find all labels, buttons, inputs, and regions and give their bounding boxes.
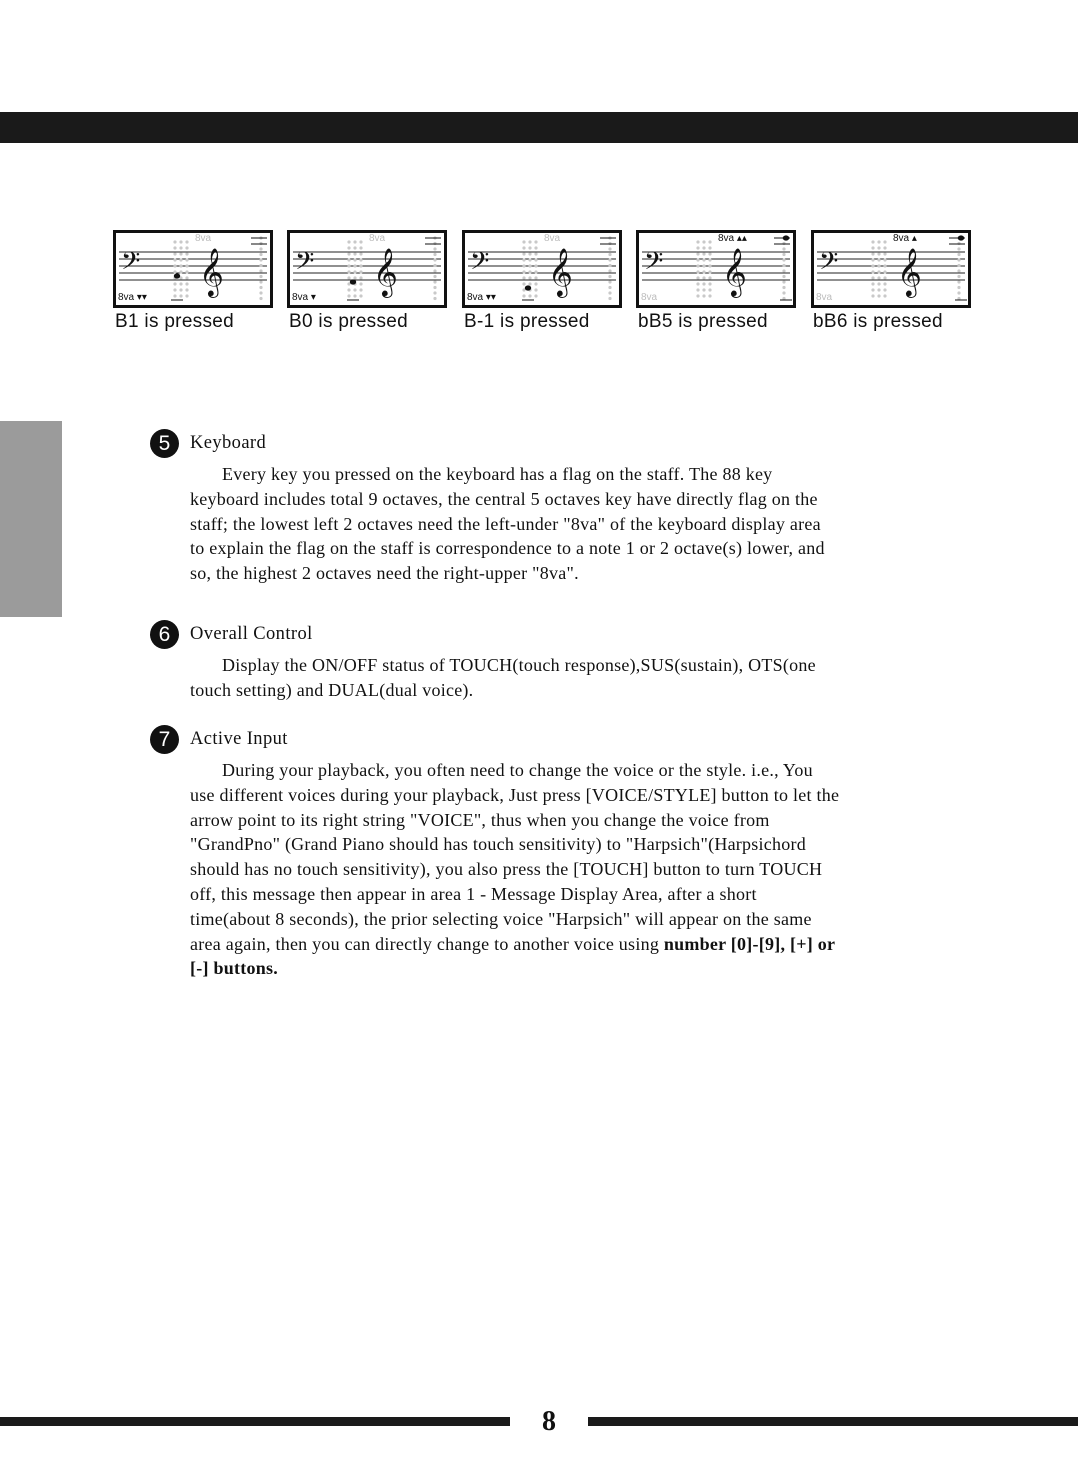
inactive-segment <box>185 258 188 261</box>
section-overall-control <box>150 619 840 703</box>
inactive-segment <box>347 270 350 273</box>
inactive-segment <box>534 276 537 279</box>
staff-display-svg <box>636 230 796 308</box>
octave-upper-indicator: 8va <box>369 233 386 244</box>
section-body: Display the ON/OFF status of TOUCH(touch response),SUS(sustain), OTS(one touch setting) and DUAL(dual voice). <box>190 655 816 700</box>
inactive-segment <box>702 258 705 261</box>
section-number-badge: 5 <box>150 429 179 458</box>
inactive-segment <box>608 253 611 256</box>
inactive-segment <box>173 258 176 261</box>
pressed-note <box>174 273 180 278</box>
inactive-segment <box>528 270 531 273</box>
octave-upper-indicator: 8va ▴ <box>893 233 917 244</box>
inactive-segment <box>173 240 176 243</box>
inactive-segment <box>708 294 711 297</box>
inactive-segment <box>185 270 188 273</box>
section-active-input <box>150 724 840 981</box>
inactive-segment <box>782 253 785 256</box>
inactive-segment <box>708 288 711 291</box>
inactive-segment <box>608 297 611 300</box>
pressed-note <box>783 235 789 240</box>
inactive-segment <box>353 264 356 267</box>
bass-clef-icon: 𝄢 <box>295 247 315 282</box>
inactive-segment <box>347 258 350 261</box>
inactive-segment <box>782 275 785 278</box>
inactive-segment <box>696 264 699 267</box>
inactive-segment <box>877 258 880 261</box>
staff-display-svg <box>462 230 622 308</box>
inactive-segment <box>708 258 711 261</box>
staff-panel-bb5 <box>636 230 796 308</box>
inactive-segment <box>522 294 525 297</box>
inactive-segment <box>259 280 262 283</box>
inactive-segment <box>957 247 960 250</box>
inactive-segment <box>353 258 356 261</box>
inactive-segment <box>179 240 182 243</box>
inactive-segment <box>185 282 188 285</box>
inactive-segment <box>185 276 188 279</box>
inactive-segment <box>347 276 350 279</box>
inactive-segment <box>702 294 705 297</box>
bass-clef-icon: 𝄢 <box>644 247 664 282</box>
inactive-segment <box>522 270 525 273</box>
inactive-segment <box>957 291 960 294</box>
inactive-segment <box>173 264 176 267</box>
inactive-segment <box>433 264 436 267</box>
inactive-segment <box>433 253 436 256</box>
octave-upper-indicator: 8va <box>195 233 212 244</box>
inactive-segment <box>359 264 362 267</box>
inactive-segment <box>528 294 531 297</box>
inactive-segment <box>702 246 705 249</box>
inactive-segment <box>259 286 262 289</box>
inactive-segment <box>433 269 436 272</box>
inactive-segment <box>871 240 874 243</box>
inactive-segment <box>173 252 176 255</box>
inactive-segment <box>528 258 531 261</box>
pressed-note <box>958 235 964 240</box>
inactive-segment <box>957 258 960 261</box>
panel-caption: B1 is pressed <box>115 311 235 332</box>
section-body-text: During your playback, you often need to change the voice or the style. i.e., You use different voices during your playback, Just press [VOICE/STYLE] button to let the arrow point to its right string "VOICE", thus when you change the voice from "GrandPno" (Grand Piano should has touch sensitivity) to "Harpsich"(Harpsichord should has no touch sensitivity), you also press the [TOUCH] button to turn TOUCH off, this message then appear in area 1 - Message Display Area, after a short time(about 8 seconds), the prior selecting voice "Harpsich" will appear on the same area again, then you can directly change to another voice using <box>190 760 840 954</box>
panel-caption: B0 is pressed <box>289 311 409 332</box>
inactive-segment <box>608 258 611 261</box>
inactive-segment <box>871 264 874 267</box>
inactive-segment <box>883 258 886 261</box>
inactive-segment <box>359 246 362 249</box>
inactive-segment <box>534 240 537 243</box>
inactive-segment <box>534 270 537 273</box>
treble-clef-icon: 𝄞 <box>722 247 747 296</box>
header-bar <box>0 112 1078 143</box>
inactive-segment <box>433 286 436 289</box>
inactive-segment <box>608 247 611 250</box>
treble-clef-icon: 𝄞 <box>548 247 573 296</box>
inactive-segment <box>871 282 874 285</box>
inactive-segment <box>782 269 785 272</box>
inactive-segment <box>179 252 182 255</box>
inactive-segment <box>871 288 874 291</box>
inactive-segment <box>433 275 436 278</box>
inactive-segment <box>883 240 886 243</box>
inactive-segment <box>173 288 176 291</box>
inactive-segment <box>782 258 785 261</box>
pressed-note <box>350 279 356 284</box>
inactive-segment <box>883 294 886 297</box>
inactive-segment <box>708 276 711 279</box>
inactive-segment <box>528 252 531 255</box>
inactive-segment <box>433 291 436 294</box>
inactive-segment <box>347 288 350 291</box>
inactive-segment <box>179 264 182 267</box>
inactive-segment <box>353 276 356 279</box>
section-body-bold: number [0]-[9], [+] or [-] buttons. <box>190 933 835 979</box>
inactive-segment <box>782 291 785 294</box>
inactive-segment <box>534 246 537 249</box>
inactive-segment <box>528 264 531 267</box>
staff-display-svg <box>811 230 971 308</box>
inactive-segment <box>522 240 525 243</box>
inactive-segment <box>957 264 960 267</box>
octave-upper-indicator: 8va ▴▴ <box>718 233 747 244</box>
inactive-segment <box>534 252 537 255</box>
inactive-segment <box>173 282 176 285</box>
inactive-segment <box>782 247 785 250</box>
inactive-segment <box>528 246 531 249</box>
inactive-segment <box>871 246 874 249</box>
inactive-segment <box>185 252 188 255</box>
inactive-segment <box>179 294 182 297</box>
inactive-segment <box>179 270 182 273</box>
inactive-segment <box>696 294 699 297</box>
inactive-segment <box>185 288 188 291</box>
staff-panel-bb6 <box>811 230 971 308</box>
inactive-segment <box>883 246 886 249</box>
section-body <box>190 758 840 981</box>
inactive-segment <box>534 264 537 267</box>
inactive-segment <box>359 276 362 279</box>
inactive-segment <box>522 276 525 279</box>
section-keyboard <box>150 428 840 586</box>
inactive-segment <box>608 275 611 278</box>
octave-lower-indicator: 8va ▾ <box>292 292 316 303</box>
inactive-segment <box>608 286 611 289</box>
inactive-segment <box>782 286 785 289</box>
inactive-segment <box>534 282 537 285</box>
inactive-segment <box>702 270 705 273</box>
inactive-segment <box>883 252 886 255</box>
inactive-segment <box>185 246 188 249</box>
section-title: Active Input <box>190 728 288 749</box>
panel-caption: bB6 is pressed <box>813 311 943 332</box>
inactive-segment <box>696 258 699 261</box>
inactive-segment <box>259 275 262 278</box>
inactive-segment <box>259 247 262 250</box>
inactive-segment <box>702 264 705 267</box>
inactive-segment <box>185 240 188 243</box>
staff-display-svg <box>113 230 273 308</box>
octave-upper-indicator: 8va <box>544 233 561 244</box>
page-number: 8 <box>542 1406 556 1437</box>
inactive-segment <box>782 280 785 283</box>
staff-panel-b0 <box>287 230 447 308</box>
inactive-segment <box>185 294 188 297</box>
footer-rule-right <box>588 1417 1078 1426</box>
inactive-segment <box>871 270 874 273</box>
inactive-segment <box>877 264 880 267</box>
bass-clef-icon: 𝄢 <box>470 247 490 282</box>
inactive-segment <box>522 246 525 249</box>
inactive-segment <box>696 288 699 291</box>
inactive-segment <box>782 264 785 267</box>
inactive-segment <box>877 288 880 291</box>
octave-lower-indicator: 8va <box>816 292 833 303</box>
inactive-segment <box>877 252 880 255</box>
inactive-segment <box>696 276 699 279</box>
inactive-segment <box>179 246 182 249</box>
inactive-segment <box>185 264 188 267</box>
inactive-segment <box>173 246 176 249</box>
inactive-segment <box>259 269 262 272</box>
inactive-segment <box>696 240 699 243</box>
inactive-segment <box>259 258 262 261</box>
inactive-segment <box>871 252 874 255</box>
inactive-segment <box>696 282 699 285</box>
inactive-segment <box>528 240 531 243</box>
inactive-segment <box>347 264 350 267</box>
inactive-segment <box>259 253 262 256</box>
inactive-segment <box>883 264 886 267</box>
inactive-segment <box>433 280 436 283</box>
inactive-segment <box>353 288 356 291</box>
inactive-segment <box>883 276 886 279</box>
section-title: Keyboard <box>190 432 267 453</box>
inactive-segment <box>608 280 611 283</box>
footer-rule-left <box>0 1417 510 1426</box>
inactive-segment <box>353 240 356 243</box>
inactive-segment <box>708 264 711 267</box>
inactive-segment <box>702 282 705 285</box>
inactive-segment <box>534 294 537 297</box>
inactive-segment <box>877 276 880 279</box>
inactive-segment <box>433 297 436 300</box>
inactive-segment <box>528 276 531 279</box>
inactive-segment <box>359 240 362 243</box>
bass-clef-icon: 𝄢 <box>121 247 141 282</box>
inactive-segment <box>702 288 705 291</box>
treble-clef-icon: 𝄞 <box>373 247 398 296</box>
inactive-segment <box>259 291 262 294</box>
inactive-segment <box>696 252 699 255</box>
section-title: Overall Control <box>190 623 313 644</box>
bass-clef-icon: 𝄢 <box>819 247 839 282</box>
inactive-segment <box>702 276 705 279</box>
inactive-segment <box>696 270 699 273</box>
inactive-segment <box>708 246 711 249</box>
inactive-segment <box>433 258 436 261</box>
inactive-segment <box>957 269 960 272</box>
inactive-segment <box>883 270 886 273</box>
inactive-segment <box>534 258 537 261</box>
inactive-segment <box>608 291 611 294</box>
inactive-segment <box>871 258 874 261</box>
inactive-segment <box>608 269 611 272</box>
inactive-segment <box>173 270 176 273</box>
inactive-segment <box>359 270 362 273</box>
inactive-segment <box>359 258 362 261</box>
staff-display-svg <box>287 230 447 308</box>
pressed-note <box>525 285 531 290</box>
inactive-segment <box>347 294 350 297</box>
inactive-segment <box>877 246 880 249</box>
inactive-segment <box>957 253 960 256</box>
inactive-segment <box>702 252 705 255</box>
staff-panel-b1 <box>113 230 273 308</box>
inactive-segment <box>522 258 525 261</box>
inactive-segment <box>877 270 880 273</box>
staff-panel-b-1 <box>462 230 622 308</box>
panel-caption: B-1 is pressed <box>464 311 590 332</box>
octave-lower-indicator: 8va <box>641 292 658 303</box>
inactive-segment <box>957 286 960 289</box>
treble-clef-icon: 𝄞 <box>897 247 922 296</box>
inactive-segment <box>702 240 705 243</box>
octave-lower-indicator: 8va ▾▾ <box>118 292 147 303</box>
inactive-segment <box>708 240 711 243</box>
inactive-segment <box>871 294 874 297</box>
octave-lower-indicator: 8va ▾▾ <box>467 292 496 303</box>
inactive-segment <box>359 282 362 285</box>
inactive-segment <box>353 246 356 249</box>
inactive-segment <box>708 270 711 273</box>
inactive-segment <box>359 288 362 291</box>
inactive-segment <box>534 288 537 291</box>
inactive-segment <box>883 282 886 285</box>
inactive-segment <box>353 252 356 255</box>
section-number-badge: 7 <box>150 725 179 754</box>
inactive-segment <box>522 264 525 267</box>
inactive-segment <box>353 270 356 273</box>
inactive-segment <box>522 252 525 255</box>
section-body: Every key you pressed on the keyboard has a flag on the staff. The 88 key keyboard includes total 9 octaves, the central 5 octaves key have directly flag on the staff; the lowest left 2 octaves need the left-under "8va" of the keyboard display area to explain the flag on the staff is correspondence to a note 1 or 2 octave(s) lower, and so, the highest 2 octaves need the right-upper "8va". <box>190 464 825 584</box>
inactive-segment <box>871 276 874 279</box>
inactive-segment <box>179 288 182 291</box>
inactive-segment <box>522 282 525 285</box>
treble-clef-icon: 𝄞 <box>199 247 224 296</box>
inactive-segment <box>353 294 356 297</box>
inactive-segment <box>528 282 531 285</box>
inactive-segment <box>179 258 182 261</box>
inactive-segment <box>359 252 362 255</box>
inactive-segment <box>877 240 880 243</box>
inactive-segment <box>883 288 886 291</box>
side-tab <box>0 421 62 617</box>
inactive-segment <box>696 246 699 249</box>
panel-caption: bB5 is pressed <box>638 311 768 332</box>
section-number-badge: 6 <box>150 620 179 649</box>
inactive-segment <box>347 252 350 255</box>
inactive-segment <box>179 282 182 285</box>
inactive-segment <box>173 294 176 297</box>
inactive-segment <box>708 252 711 255</box>
inactive-segment <box>347 246 350 249</box>
inactive-segment <box>708 282 711 285</box>
inactive-segment <box>608 264 611 267</box>
inactive-segment <box>259 264 262 267</box>
inactive-segment <box>433 247 436 250</box>
inactive-segment <box>957 275 960 278</box>
inactive-segment <box>957 280 960 283</box>
inactive-segment <box>259 297 262 300</box>
inactive-segment <box>359 294 362 297</box>
inactive-segment <box>877 282 880 285</box>
inactive-segment <box>877 294 880 297</box>
inactive-segment <box>347 240 350 243</box>
